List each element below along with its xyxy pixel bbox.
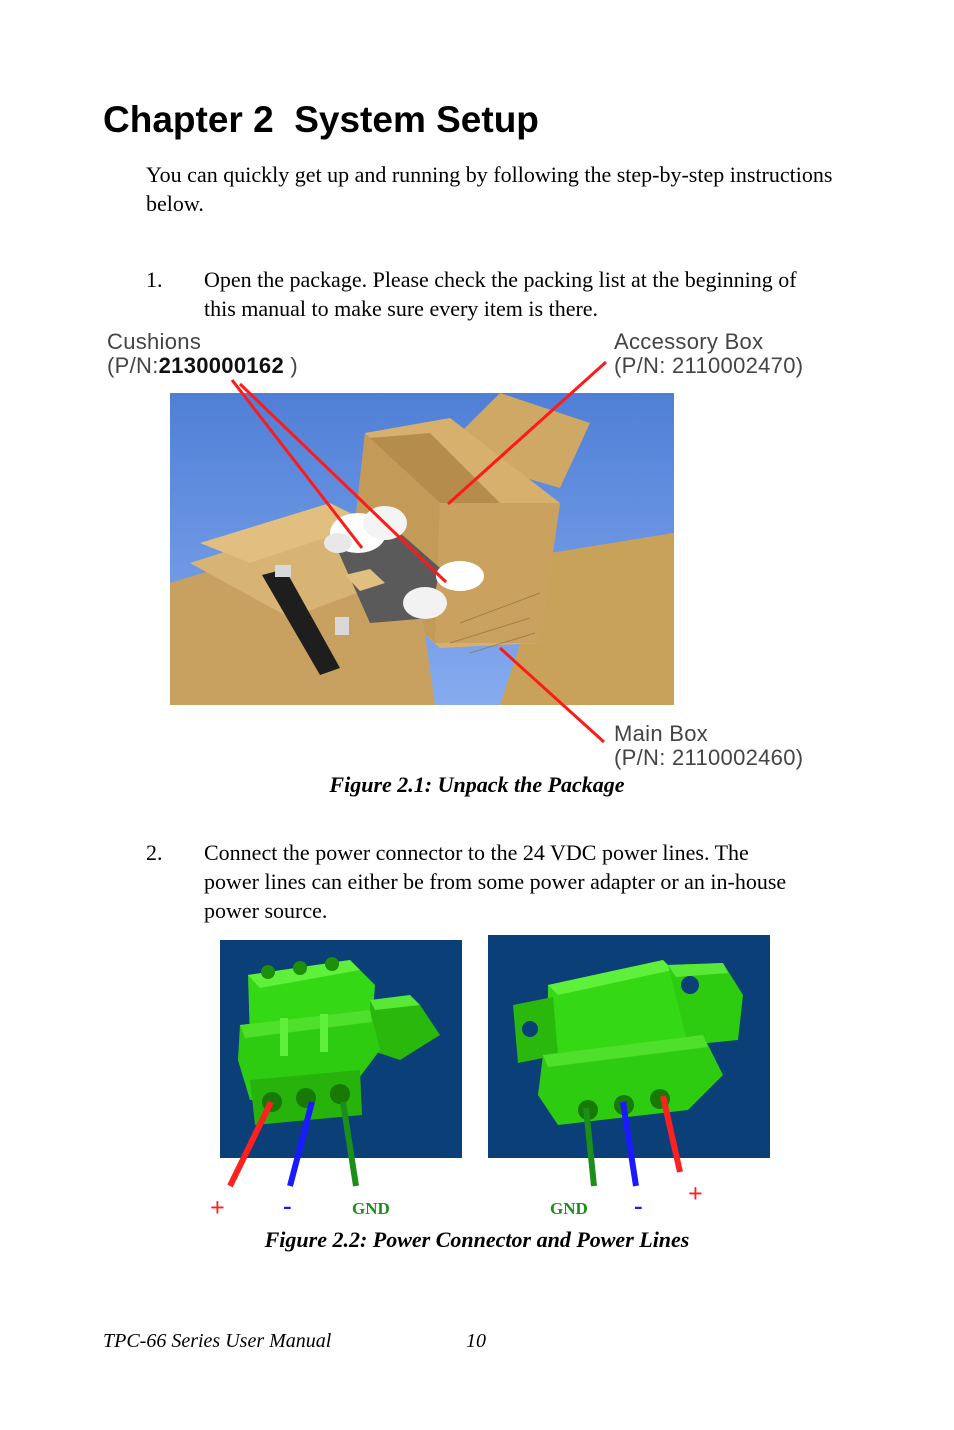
negative-mark-right: -: [634, 1191, 643, 1220]
ground-wire-right: [586, 1108, 594, 1186]
accessory-box-callout-line: [448, 362, 606, 504]
chapter-title: Chapter 2 System Setup: [103, 99, 539, 140]
step-text-line: power source.: [204, 898, 328, 923]
footer-page-number: 10: [466, 1330, 486, 1352]
part-number-value: 2130000162: [158, 353, 284, 378]
step-number: 2.: [146, 840, 163, 865]
positive-wire-left: [230, 1102, 271, 1186]
main-box-part-number: (P/N: 2110002460): [614, 745, 804, 770]
step-text-line: power lines can either be from some power adapter or an in-house: [204, 869, 787, 894]
positive-mark-left: +: [210, 1193, 225, 1222]
accessory-box-part-number: (P/N: 2110002470): [614, 353, 804, 378]
main-box-label: Main Box: [614, 721, 709, 746]
step-2: [146, 838, 856, 925]
figure-caption: Figure 2.2: Power Connector and Power Lines: [264, 1227, 690, 1252]
step-text-line: Connect the power connector to the 24 VDC power lines. The: [204, 840, 749, 865]
part-number-prefix: (P/N:: [107, 353, 159, 378]
cushions-callout-line: [232, 380, 362, 548]
step-number: 1.: [146, 267, 163, 292]
negative-wire-left: [290, 1102, 312, 1186]
step-text-line: this manual to make sure every item is there.: [204, 296, 599, 321]
part-number-suffix: ): [290, 353, 299, 378]
negative-mark-left: -: [283, 1191, 292, 1220]
negative-wire-right: [623, 1102, 636, 1186]
figure-power-connector: [0, 930, 954, 1220]
step-text-line: Open the package. Please check the packing list at the beginning of: [204, 267, 797, 292]
figure-caption: Figure 2.1: Unpack the Package: [329, 772, 625, 797]
positive-wire-right: [663, 1096, 680, 1172]
positive-mark-right: +: [688, 1179, 703, 1208]
ground-wire-left: [343, 1102, 356, 1186]
intro-paragraph: You can quickly get up and running by following the step-by-step instructions below.: [146, 162, 833, 216]
footer-manual-title: TPC-66 Series User Manual: [103, 1330, 332, 1352]
ground-mark-left: GND: [352, 1199, 390, 1218]
main-box-callout-line: [500, 648, 604, 742]
cushions-part-number: [107, 354, 298, 378]
accessory-box-label: Accessory Box: [614, 329, 764, 354]
power-wires: [0, 930, 954, 1220]
cushions-label: Cushions: [107, 329, 202, 354]
ground-mark-right: GND: [550, 1199, 588, 1218]
cushions-callout-line: [240, 384, 446, 582]
